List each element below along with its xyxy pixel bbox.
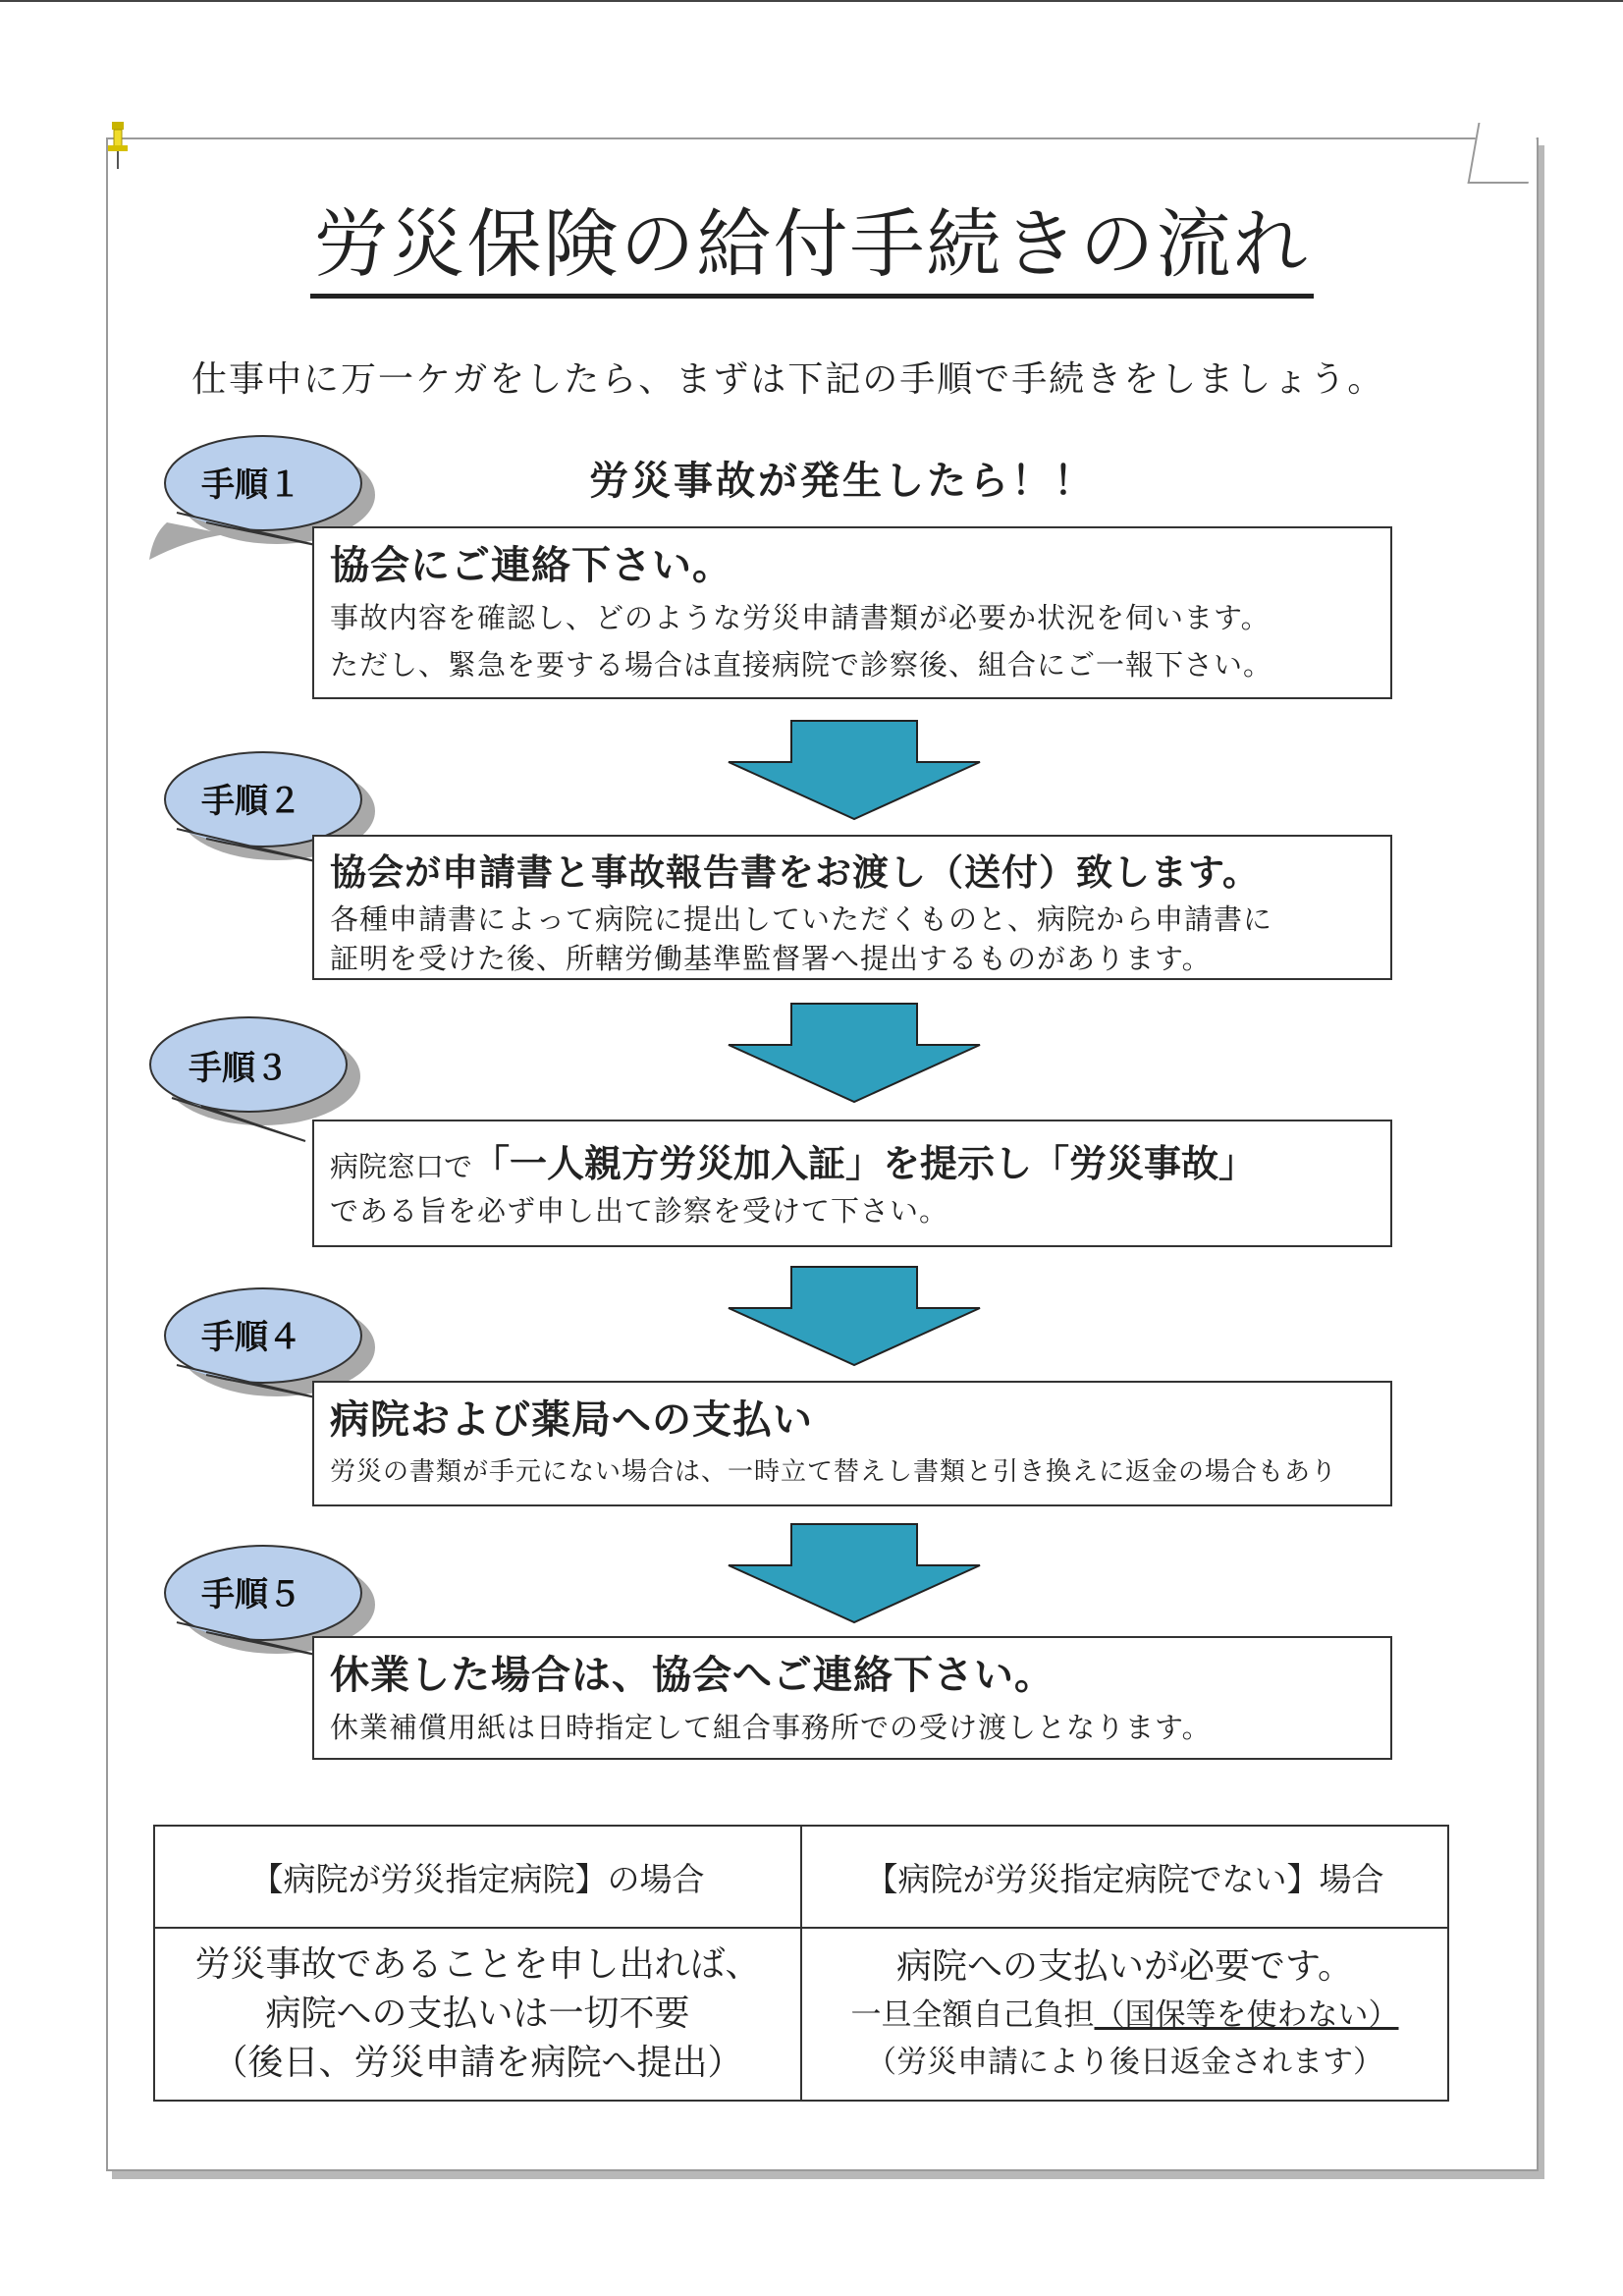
step-2-heading: 協会が申請書と事故報告書をお渡し（送付）致します。 (330, 851, 1261, 894)
step-4-box (312, 1381, 1392, 1506)
step-4-label: 手順４ (201, 1318, 301, 1357)
step-1-label: 手順１ (201, 465, 301, 505)
step-3-line-1: である旨を必ず申し出て診察を受けて下さい。 (330, 1194, 949, 1228)
designated-line-2: 病院への支払いは一切不要 (265, 1994, 690, 2034)
step-5-heading: 休業した場合は、協会へご連絡下さい。 (330, 1653, 1055, 1698)
non-designated-hospital-header: 【病院が労災指定病院でない】場合 (801, 1826, 1448, 1928)
step-3-box (312, 1120, 1392, 1247)
step-1-heading: 協会にご連絡下さい。 (330, 543, 732, 588)
designated-hospital-cell (154, 1928, 801, 2101)
down-arrow-3 (727, 1265, 982, 1367)
step-2-line-2: 証明を受けた後、所轄労働基準監督署へ提出するものがあります。 (330, 942, 1212, 975)
self-pay-text: 一旦全額自己負担 (850, 1997, 1095, 2033)
designated-hospital-header: 【病院が労災指定病院】の場合 (154, 1826, 801, 1928)
page-corner-fold (1468, 123, 1540, 184)
step-2-label: 手順２ (201, 782, 301, 821)
step-3-emph-accident: 「労災事故」 (1032, 1142, 1257, 1185)
step-1-line-1: 事故内容を確認し、どのような労災申請書類が必要か状況を伺います。 (330, 601, 1271, 634)
step-2-line-1: 各種申請書によって病院に提出していただくものと、病院から申請書に (330, 902, 1273, 936)
designated-line-1: 労災事故であることを申し出れば、 (194, 1944, 761, 1985)
intro-text: 仕事中に万一ケガをしたら、まずは下記の手順で手続きをしましょう。 (191, 359, 1385, 400)
step-1-line-2: ただし、緊急を要する場合は直接病院で診察後、組合にご一報下さい。 (330, 648, 1273, 682)
step-3-emph-card: 「一人親方労災加入証」 (472, 1142, 884, 1185)
step-5-label: 手順５ (201, 1575, 301, 1614)
non-designated-hospital-cell (801, 1928, 1448, 2101)
step-3-pre: 病院窓口で (330, 1150, 473, 1183)
page-title: 労災保険の給付手続きの流れ (0, 185, 1623, 292)
step-4-line-1: 労災の書類が手元にない場合は、一時立て替えし書類と引き換えに返金の場合もあり (330, 1457, 1338, 1487)
non-designated-line-1: 病院への支払いが必要です。 (895, 1946, 1354, 1987)
step-3-mid: を提示し (883, 1142, 1033, 1185)
no-insurance-note: （国保等を使わない） (1094, 1997, 1399, 2033)
non-designated-line-2 (803, 1992, 1446, 2039)
step-4-heading: 病院および薬局への支払い (330, 1397, 813, 1443)
down-arrow-2 (727, 1002, 982, 1104)
designated-line-3: （後日、労災申請を病院へ提出） (212, 2043, 743, 2083)
step-5-box (312, 1636, 1392, 1760)
step-1-box (312, 526, 1392, 699)
pushpin-icon (98, 118, 137, 177)
step-2-box (312, 835, 1392, 980)
down-arrow-1 (727, 719, 982, 821)
step-3-label: 手順３ (189, 1049, 289, 1088)
non-designated-line-3: （労災申請により後日返金されます） (866, 2045, 1383, 2080)
hospital-comparison-table (153, 1825, 1449, 2102)
step-3-instruction (330, 1133, 1375, 1187)
accident-headline: 労災事故が発生したら！！ (589, 459, 1096, 504)
down-arrow-4 (727, 1522, 982, 1624)
scan-top-edge (0, 0, 1623, 2)
step-5-line-1: 休業補償用紙は日時指定して組合事務所での受け渡しとなります。 (330, 1711, 1212, 1744)
